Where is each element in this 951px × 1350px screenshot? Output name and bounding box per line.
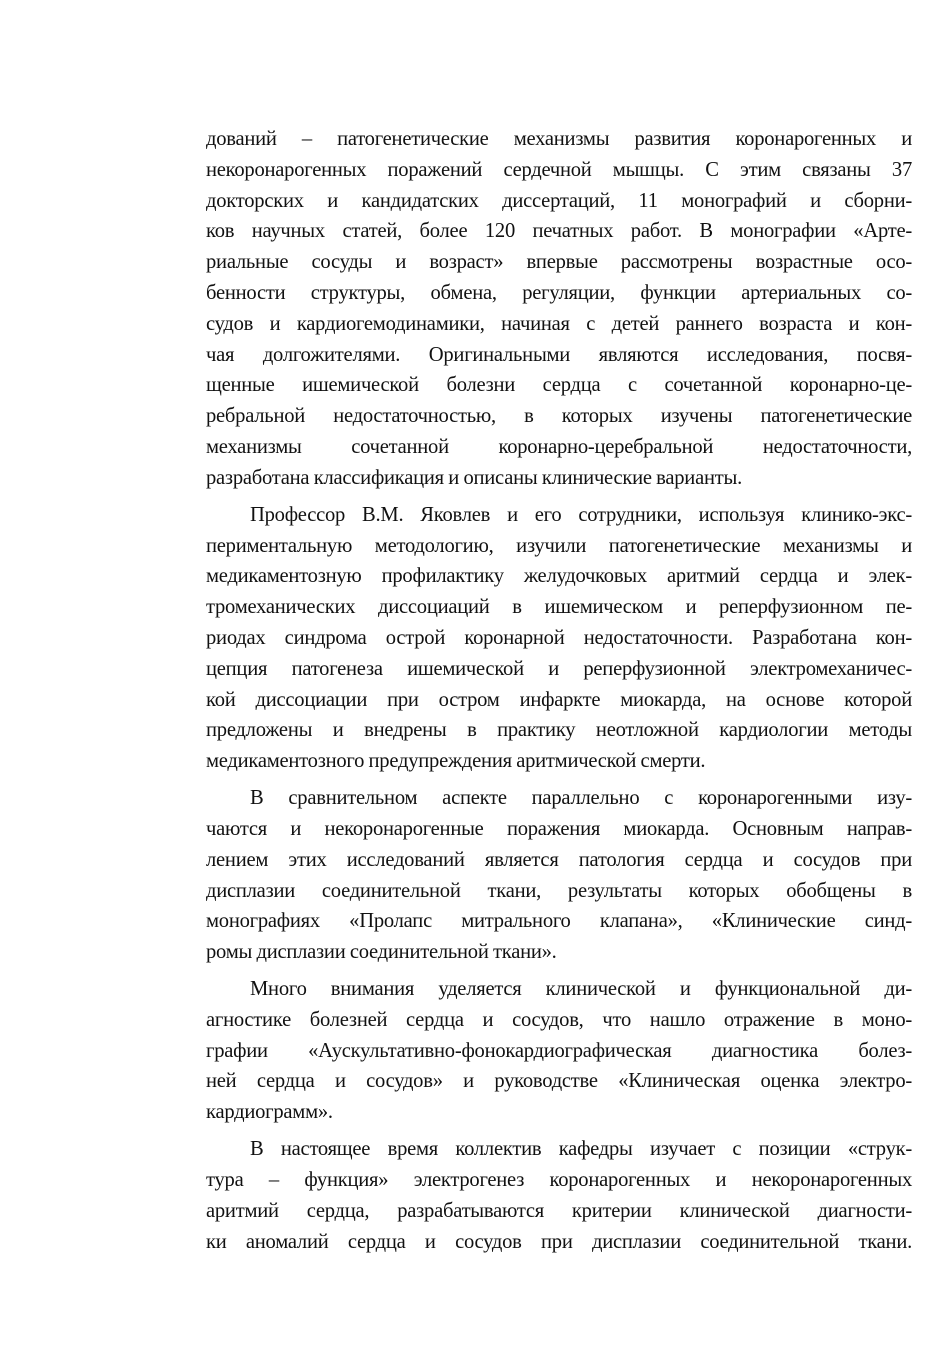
text-line: разработана классификация и описаны клинические варианты. (206, 466, 742, 489)
text-line: щенные ишемической болезни сердца с сочетанной коронарно-це- (206, 374, 912, 397)
text-line: лением этих исследований является патология сердца и сосудов при (206, 848, 912, 871)
text-line: аритмий сердца, разрабатываются критерии клинической диагности- (206, 1199, 912, 1222)
text-line: докторских и кандидатских диссертаций, 11 монографий и сборни- (206, 189, 912, 212)
text-line: ки аномалий сердца и сосудов при дисплазии соединительной ткани. (206, 1230, 912, 1253)
paragraph-4 (206, 974, 912, 1128)
text-line: риодах синдрома острой коронарной недостаточности. Разработана кон- (206, 626, 912, 649)
text-line: кой диссоциации при остром инфаркте миокарда, на основе которой (206, 688, 912, 711)
text-line: Много внимания уделяется клинической и функциональной ди- (250, 978, 912, 1001)
text-line: периментальную методологию, изучили патогенетические механизмы и (206, 534, 912, 557)
text-line: предложены и внедрены в практику неотложной кардиологии методы (206, 719, 912, 742)
text-line: агностике болезней сердца и сосудов, что нашло отражение в моно- (206, 1008, 912, 1031)
text-line: В настоящее время коллектив кафедры изучает с позиции «струк- (250, 1138, 912, 1161)
text-line: дисплазии соединительной ткани, результаты которых обобщены в (206, 879, 912, 902)
text-line: ромы дисплазии соединительной ткани». (206, 941, 557, 964)
text-line: графии «Аускультативно-фонокардиографическая диагностика болез- (206, 1039, 912, 1062)
text-line: механизмы сочетанной коронарно-церебральной недостаточности, (206, 435, 912, 458)
text-line: чаются и некоронарогенные поражения миокарда. Основным направ- (206, 817, 912, 840)
text-line: риальные сосуды и возраст» впервые рассмотрены возрастные осо- (206, 251, 912, 274)
text-line: чая долгожителями. Оригинальными являются исследования, посвя- (206, 343, 912, 366)
text-line: тура – функция» электрогенез коронарогенных и некоронарогенных (206, 1169, 912, 1192)
paragraph-1 (206, 124, 912, 494)
body-text (206, 124, 912, 1257)
text-line: ков научных статей, более 120 печатных работ. В монографии «Арте- (206, 220, 912, 243)
text-line: некоронарогенных поражений сердечной мышцы. С этим связаны 37 (206, 158, 912, 181)
text-line: бенности структуры, обмена, регуляции, функции артериальных со- (206, 281, 912, 304)
paragraph-2 (206, 500, 912, 777)
text-line: медикаментозного предупреждения аритмической смерти. (206, 750, 706, 773)
text-line: монографиях «Пролапс митрального клапана», «Клинические синд- (206, 910, 912, 933)
paragraph-5 (206, 1134, 912, 1257)
text-line: В сравнительном аспекте параллельно с коронарогенными изу- (250, 787, 912, 810)
text-line: кардиограмм». (206, 1101, 333, 1124)
text-line: дований – патогенетические механизмы развития коронарогенных и (206, 128, 912, 150)
text-line: ребральной недостаточностью, в которых изучены патогенетические (206, 405, 912, 428)
text-line: Профессор В.М. Яковлев и его сотрудники, используя клинико-экс- (250, 503, 912, 526)
paragraph-3 (206, 783, 912, 968)
text-line: судов и кардиогемодинамики, начиная с детей раннего возраста и кон- (206, 312, 912, 335)
text-line: тромеханических диссоциаций в ишемическом и реперфузионном пе- (206, 596, 912, 619)
text-line: цепция патогенеза ишемической и реперфузионной электромеханичес- (206, 657, 912, 680)
text-line: ней сердца и сосудов» и руководстве «Клиническая оценка электро- (206, 1070, 912, 1093)
text-line: медикаментозную профилактику желудочковых аритмий сердца и элек- (206, 565, 912, 588)
